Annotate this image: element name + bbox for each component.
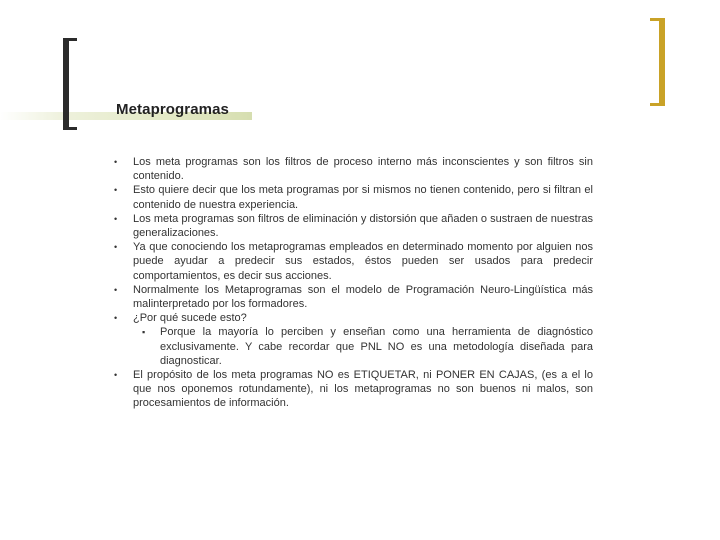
bullet-item bbox=[113, 240, 593, 283]
slide-title: Metaprogramas bbox=[116, 101, 230, 118]
sub-bullet-list bbox=[133, 325, 593, 368]
sub-bullet-text: Porque la mayoría lo perciben y enseñan como una herramienta de diagnóstico exclusivamente. Y cabe recordar que PNL NO es una metodología diseñada para diagnosticar. bbox=[160, 326, 593, 367]
bullet-text: Esto quiere decir que los meta programas por si mismos no tienen contenido, pero si filtran el contenido de nuestra experiencia. bbox=[133, 184, 593, 211]
right-bracket-decoration bbox=[650, 18, 665, 106]
bullet-item bbox=[113, 283, 593, 311]
bullet-list bbox=[113, 155, 593, 411]
bullet-text: Los meta programas son los filtros de proceso interno más inconscientes y son filtros sin contenido. bbox=[133, 156, 593, 183]
bullet-text: Los meta programas son filtros de eliminación y distorsión que añaden o sustraen de nuestras generalizaciones. bbox=[133, 212, 593, 240]
bullet-text: Normalmente los Metaprogramas son el modelo de Programación Neuro-Lingüística más malinterpretado por los formadores. bbox=[133, 283, 593, 311]
bullet-item bbox=[113, 368, 593, 411]
bullet-text: ¿Por qué sucede esto? bbox=[133, 312, 247, 325]
left-bracket-decoration bbox=[63, 38, 77, 130]
bullet-text: Ya que conociendo los metaprogramas empleados en determinado momento por alguien nos puede ayudar a predecir sus estados, éstos pueden ser usados para predecir comportamientos, es decir sus acciones. bbox=[133, 241, 593, 282]
bullet-item bbox=[113, 311, 593, 368]
bullet-item bbox=[113, 155, 593, 183]
bullet-item bbox=[113, 212, 593, 240]
bullet-text: El propósito de los meta programas NO es ETIQUETAR, ni PONER EN CAJAS, (es a el lo que nos oponemos rotundamente), ni los metaprogramas no son buenos ni malos, son procesamientos de información. bbox=[133, 369, 593, 410]
sub-bullet-item bbox=[133, 325, 593, 368]
bullet-item bbox=[113, 183, 593, 211]
